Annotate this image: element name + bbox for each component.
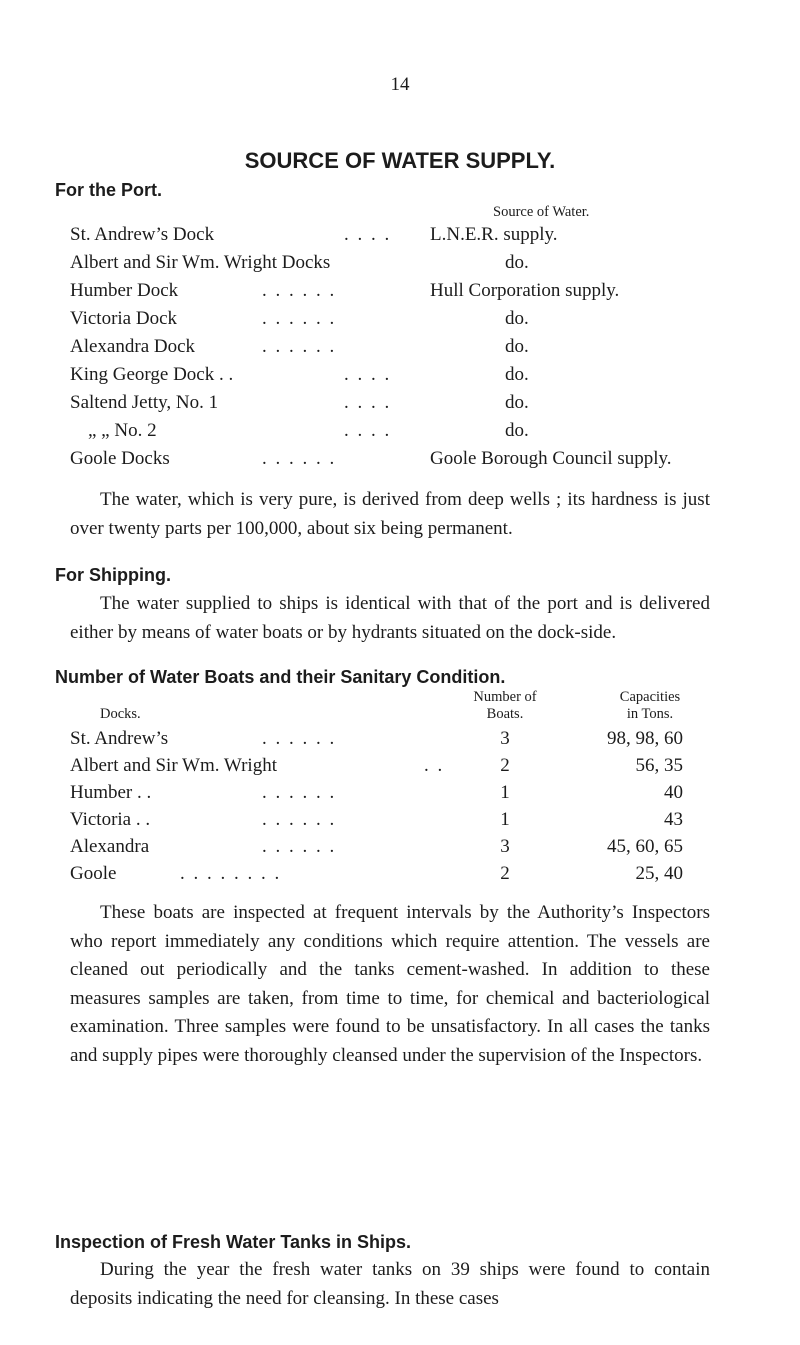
port-leader: . . . .	[344, 364, 392, 385]
boats-capacity: 43	[664, 809, 683, 830]
boats-capacity: 45, 60, 65	[607, 836, 683, 857]
port-dock-name: King George Dock . .	[70, 364, 234, 385]
port-dock-name: Albert and Sir Wm. Wright Docks	[70, 252, 331, 273]
port-dock-name: Goole Docks	[70, 448, 170, 469]
inspection-paragraph	[70, 899, 710, 1070]
port-dock-name: Humber Dock	[70, 280, 179, 301]
port-heading: For the Port.	[55, 180, 162, 200]
tanks-heading: Inspection of Fresh Water Tanks in Ships.	[55, 1232, 412, 1252]
port-dock-name: St. Andrew’s Dock	[70, 224, 215, 245]
boats-number: 3	[500, 728, 510, 749]
port-dock-name: Saltend Jetty, No. 1	[70, 392, 219, 413]
inspection-text: These boats are inspected at frequent intervals by the Authority’s Inspectors who report immediately any conditions which require attention. The vessels are cleaned out periodically and the tanks cement-washed. In addition to these measures samples are taken, from time to time, for chemical and bacteriological examination. Three samples were found to be unsatisfactory. In all cases the tanks and supply pipes were thoroughly cleansed under the supervision of the Inspectors.	[70, 902, 710, 1066]
shipping-paragraph	[70, 590, 710, 647]
boats-number: 2	[500, 755, 510, 776]
boats-dock-name: Alexandra	[70, 836, 150, 857]
port-leader: . . . .	[344, 392, 392, 413]
port-source: do.	[505, 392, 529, 413]
boats-leader: . . . . . .	[262, 782, 337, 803]
boats-dock-name: St. Andrew’s	[70, 728, 169, 749]
port-leader: . . . . . .	[262, 336, 337, 357]
boats-leader: . .	[424, 755, 445, 776]
port-source: do.	[505, 308, 529, 329]
boats-capacity: 56, 35	[635, 755, 683, 776]
boats-number: 2	[500, 863, 510, 884]
port-dock-name: Alexandra Dock	[70, 336, 196, 357]
source-column-header: Source of Water.	[493, 204, 590, 220]
page-title: SOURCE OF WATER SUPPLY.	[244, 148, 556, 173]
boats-leader: . . . . . . . .	[180, 863, 282, 884]
port-source: L.N.E.R. supply.	[430, 224, 558, 245]
port-leader: . . . .	[344, 224, 392, 245]
boats-number: 1	[500, 809, 510, 830]
water-quality-text: The water, which is very pure, is derived from deep wells ; its hardness is just over twenty parts per 100,000, about six being permanent.	[70, 489, 710, 539]
tanks-text: During the year the fresh water tanks on 39 ships were found to contain deposits indicating the need for cleansing. In these cases	[70, 1259, 710, 1309]
port-source: do.	[505, 364, 529, 385]
boats-dock-name: Victoria . .	[70, 809, 151, 830]
port-leader: . . . .	[344, 420, 392, 441]
col-number-header-1: Number of	[473, 689, 537, 705]
port-dock-name: Victoria Dock	[70, 308, 178, 329]
port-source: do.	[505, 420, 529, 441]
boats-capacity: 40	[664, 782, 683, 803]
page-number: 14	[390, 74, 410, 95]
boats-heading: Number of Water Boats and their Sanitary Condition.	[55, 667, 506, 687]
port-leader: . . . . . .	[262, 448, 337, 469]
boats-leader: . . . . . .	[262, 728, 337, 749]
port-source: do.	[505, 252, 529, 273]
boats-capacity: 25, 40	[635, 863, 683, 884]
shipping-heading: For Shipping.	[55, 565, 171, 585]
boats-dock-name: Goole	[70, 863, 117, 884]
port-source: Hull Corporation supply.	[430, 280, 620, 301]
port-dock-name: „ „ No. 2	[88, 420, 157, 441]
boats-capacity: 98, 98, 60	[607, 728, 683, 749]
boats-dock-name: Albert and Sir Wm. Wright	[70, 755, 277, 776]
col-docks-header: Docks.	[100, 706, 141, 722]
tanks-paragraph	[70, 1256, 710, 1313]
port-leader: . . . . . .	[262, 280, 337, 301]
boats-leader: . . . . . .	[262, 836, 337, 857]
port-source: do.	[505, 336, 529, 357]
boats-dock-name: Humber . .	[70, 782, 152, 803]
port-source: Goole Borough Council supply.	[430, 448, 672, 469]
col-capacity-header-2: in Tons.	[626, 706, 674, 722]
boats-number: 3	[500, 836, 510, 857]
boats-leader: . . . . . .	[262, 809, 337, 830]
port-leader: . . . . . .	[262, 308, 337, 329]
col-number-header-2: Boats.	[486, 706, 524, 722]
boats-number: 1	[500, 782, 510, 803]
water-quality-paragraph	[70, 486, 710, 543]
shipping-text: The water supplied to ships is identical with that of the port and is delivered either by means of water boats or by hydrants situated on the dock-side.	[70, 593, 710, 643]
col-capacity-header-1: Capacities	[619, 689, 681, 705]
